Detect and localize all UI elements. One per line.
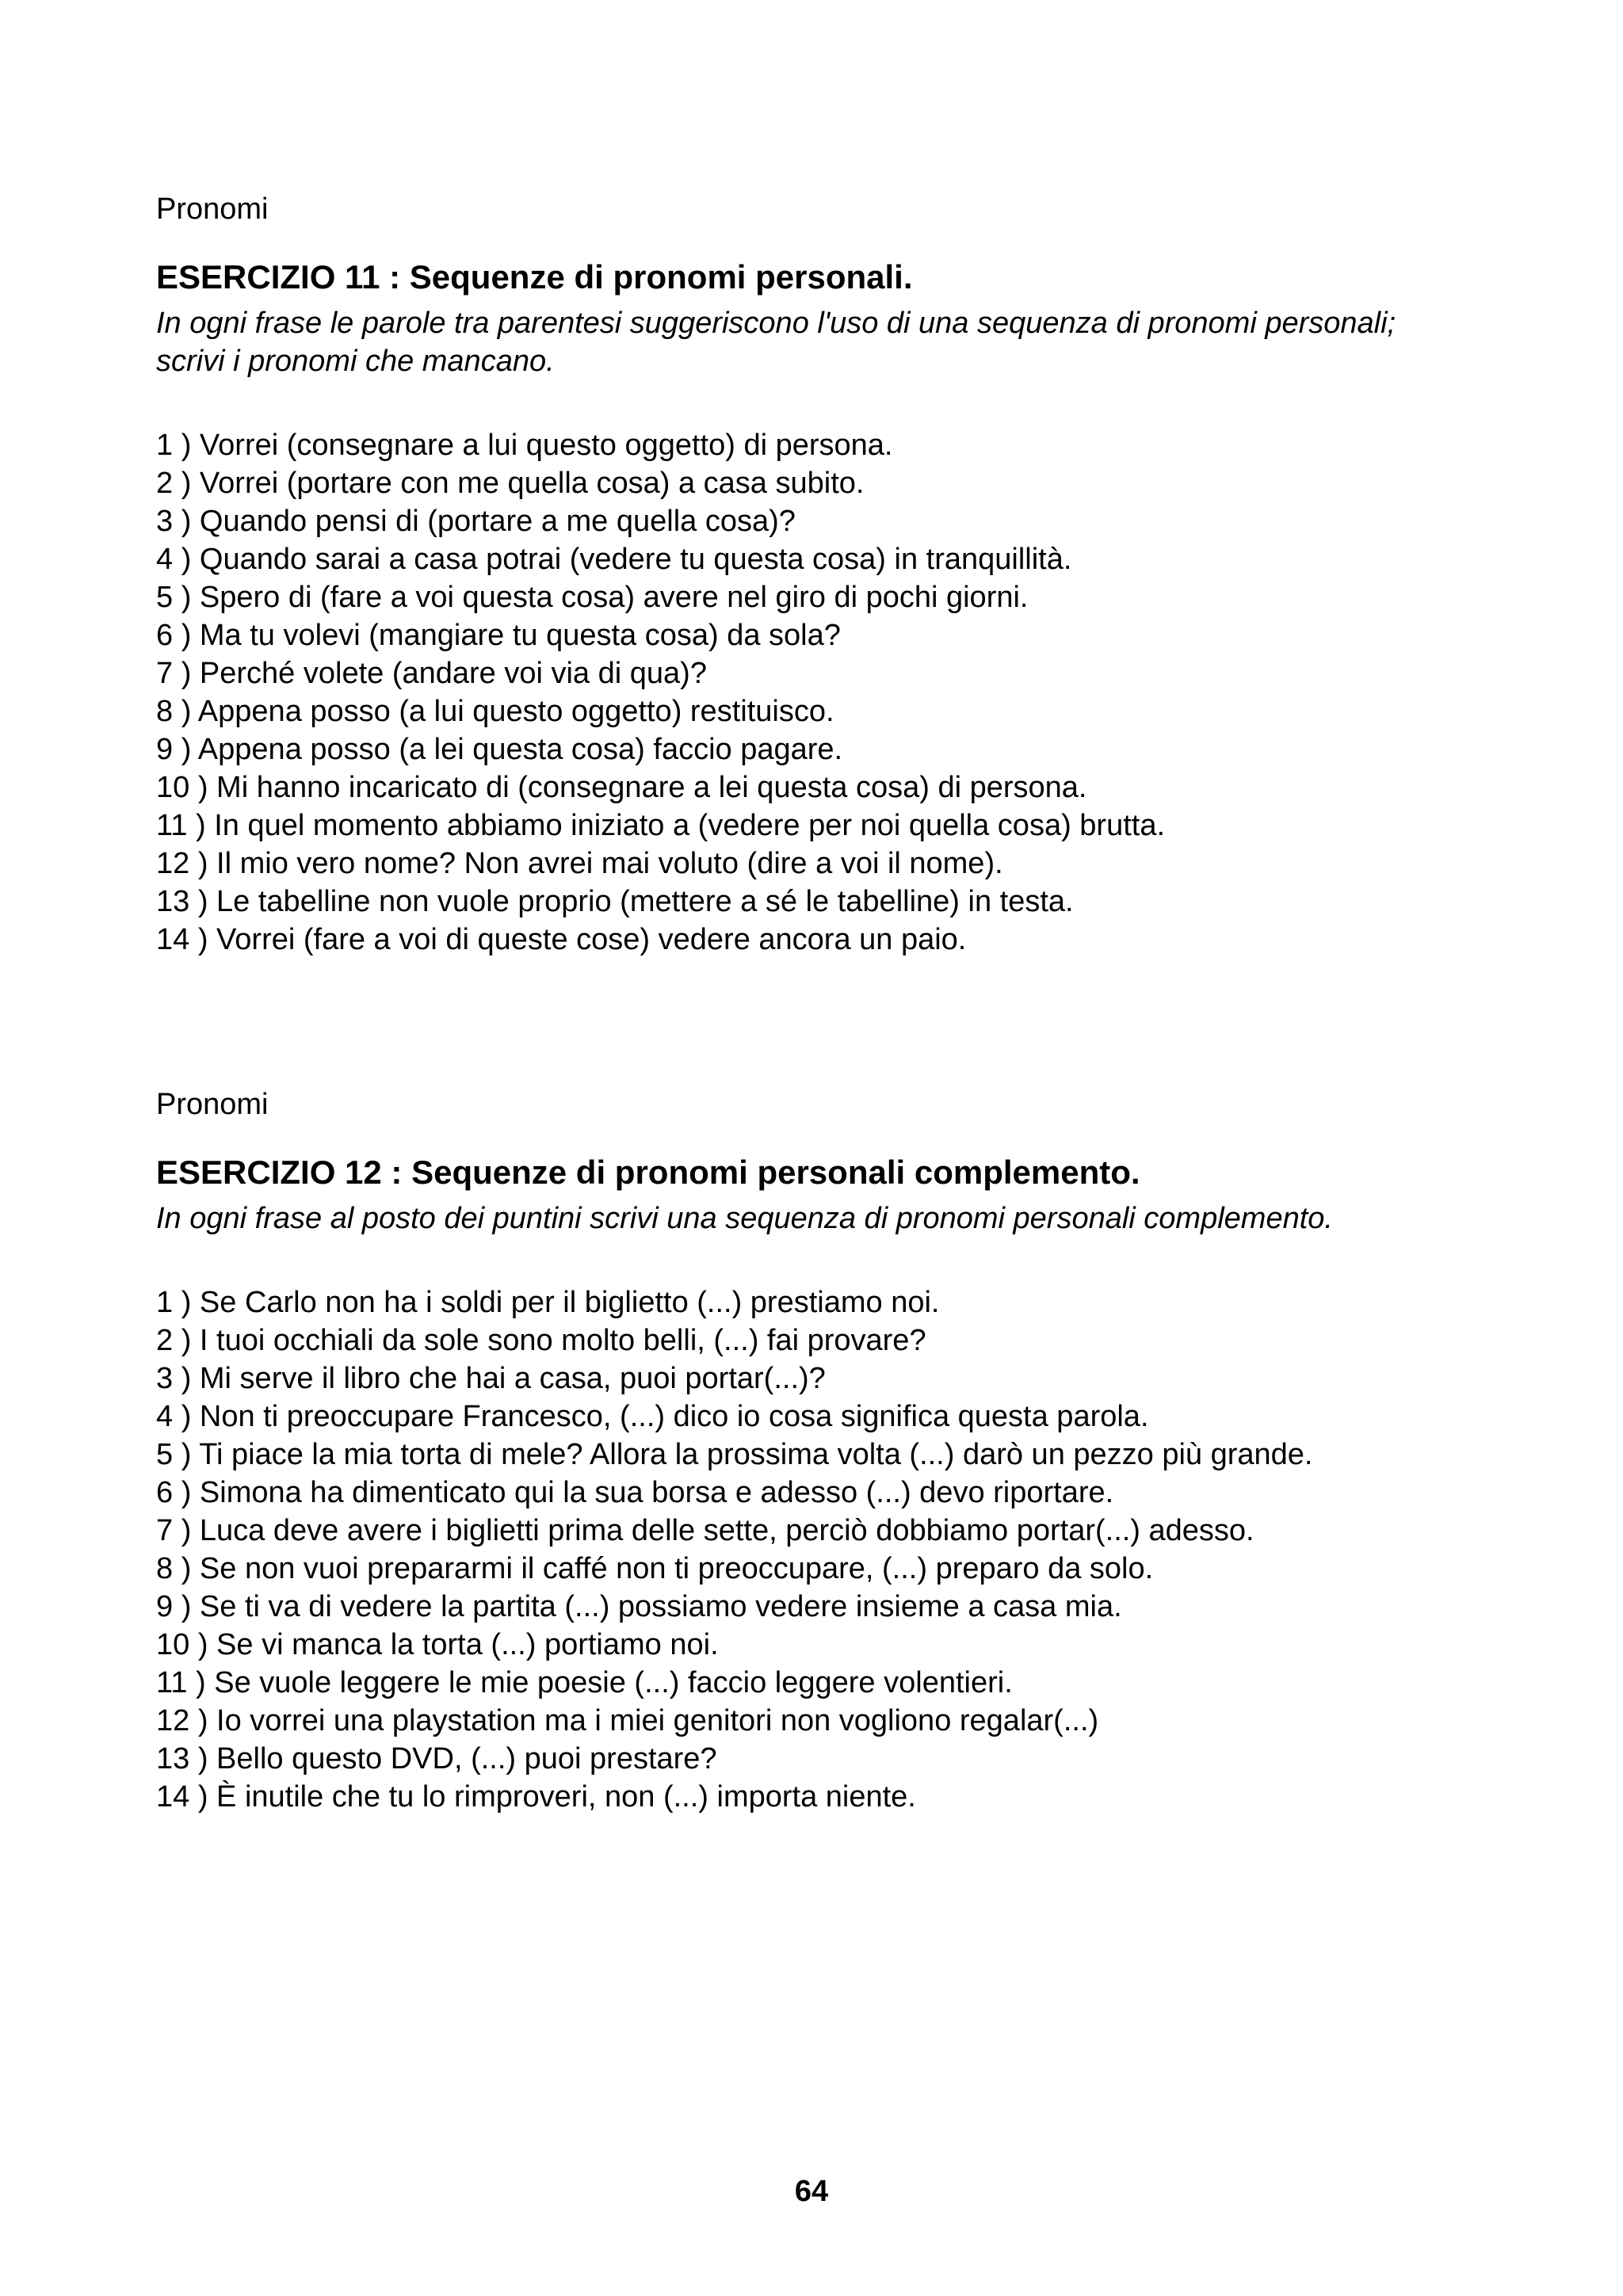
exercise-item: 14 ) Vorrei (fare a voi di queste cose) vedere ancora un paio. (156, 923, 967, 956)
exercise-item: 6 ) Ma tu volevi (mangiare tu questa cosa) da sola? (156, 619, 841, 652)
exercise-11-section (156, 190, 1503, 959)
exercise-item: 10 ) Mi hanno incaricato di (consegnare a lei questa cosa) di persona. (156, 771, 1087, 804)
exercise-item: 1 ) Vorrei (consegnare a lui questo oggetto) di persona. (156, 429, 893, 462)
exercise-item: 14 ) È inutile che tu lo rimproveri, non (...) importa niente. (156, 1780, 916, 1814)
exercise-item: 7 ) Perché volete (andare voi via di qua)? (156, 657, 707, 690)
exercise-item: 6 ) Simona ha dimenticato qui la sua borsa e adesso (...) devo riportare. (156, 1476, 1114, 1509)
exercise-item: 2 ) I tuoi occhiali da sole sono molto belli, (...) fai provare? (156, 1324, 926, 1357)
exercise-item: 8 ) Se non vuoi prepararmi il caffé non ti preoccupare, (...) preparo da solo. (156, 1552, 1154, 1585)
exercise-item: 13 ) Le tabelline non vuole proprio (mettere a sé le tabelline) in testa. (156, 885, 1074, 918)
exercise-item: 11 ) Se vuole leggere le mie poesie (...) faccio leggere volentieri. (156, 1666, 1013, 1699)
section-category: Pronomi (156, 193, 269, 226)
exercise-item: 8 ) Appena posso (a lui questo oggetto) restituisco. (156, 695, 834, 728)
exercise-item: 9 ) Se ti va di vedere la partita (...) possiamo vedere insieme a casa mia. (156, 1590, 1122, 1623)
exercise-item: 9 ) Appena posso (a lei questa cosa) faccio pagare. (156, 733, 843, 766)
exercise-item: 7 ) Luca deve avere i biglietti prima delle sette, perciò dobbiamo portar(...) adesso. (156, 1514, 1254, 1547)
exercise-title: ESERCIZIO 11 : Sequenze di pronomi personali. (156, 258, 913, 296)
exercise-item: 11 ) In quel momento abbiamo iniziato a (vedere per noi quella cosa) brutta. (156, 809, 1166, 842)
exercise-12-section (156, 1085, 1503, 1816)
exercise-item: 3 ) Quando pensi di (portare a me quella cosa)? (156, 505, 796, 538)
exercise-item: 1 ) Se Carlo non ha i soldi per il biglietto (...) prestiamo noi. (156, 1286, 940, 1319)
exercise-item: 2 ) Vorrei (portare con me quella cosa) a casa subito. (156, 467, 865, 500)
exercise-item: 4 ) Quando sarai a casa potrai (vedere tu questa cosa) in tranquillità. (156, 543, 1072, 576)
exercise-instructions: In ogni frase le parole tra parentesi suggeriscono l'uso di una sequenza di pronomi personali; scrivi i pronomi che mancano. (156, 307, 1396, 378)
exercise-item-list (156, 1283, 1503, 1816)
exercise-item: 5 ) Spero di (fare a voi questa cosa) avere nel giro di pochi giorni. (156, 581, 1029, 614)
exercise-item-list (156, 426, 1503, 959)
page-number: 64 (794, 2175, 829, 2208)
exercise-item: 5 ) Ti piace la mia torta di mele? Allora la prossima volta (...) darò un pezzo più grande. (156, 1438, 1313, 1471)
exercise-item: 12 ) Il mio vero nome? Non avrei mai voluto (dire a voi il nome). (156, 847, 1003, 880)
exercise-item: 4 ) Non ti preoccupare Francesco, (...) dico io cosa significa questa parola. (156, 1400, 1149, 1433)
exercise-item: 3 ) Mi serve il libro che hai a casa, puoi portar(...)? (156, 1362, 826, 1395)
exercise-title: ESERCIZIO 12 : Sequenze di pronomi personali complemento. (156, 1154, 1140, 1191)
exercise-item: 13 ) Bello questo DVD, (...) puoi prestare? (156, 1742, 717, 1775)
section-category: Pronomi (156, 1088, 269, 1121)
exercise-item: 12 ) Io vorrei una playstation ma i miei genitori non vogliono regalar(...) (156, 1704, 1099, 1737)
exercise-instructions: In ogni frase al posto dei puntini scrivi una sequenza di pronomi personali complemento. (156, 1202, 1333, 1235)
exercise-item: 10 ) Se vi manca la torta (...) portiamo noi. (156, 1628, 719, 1661)
